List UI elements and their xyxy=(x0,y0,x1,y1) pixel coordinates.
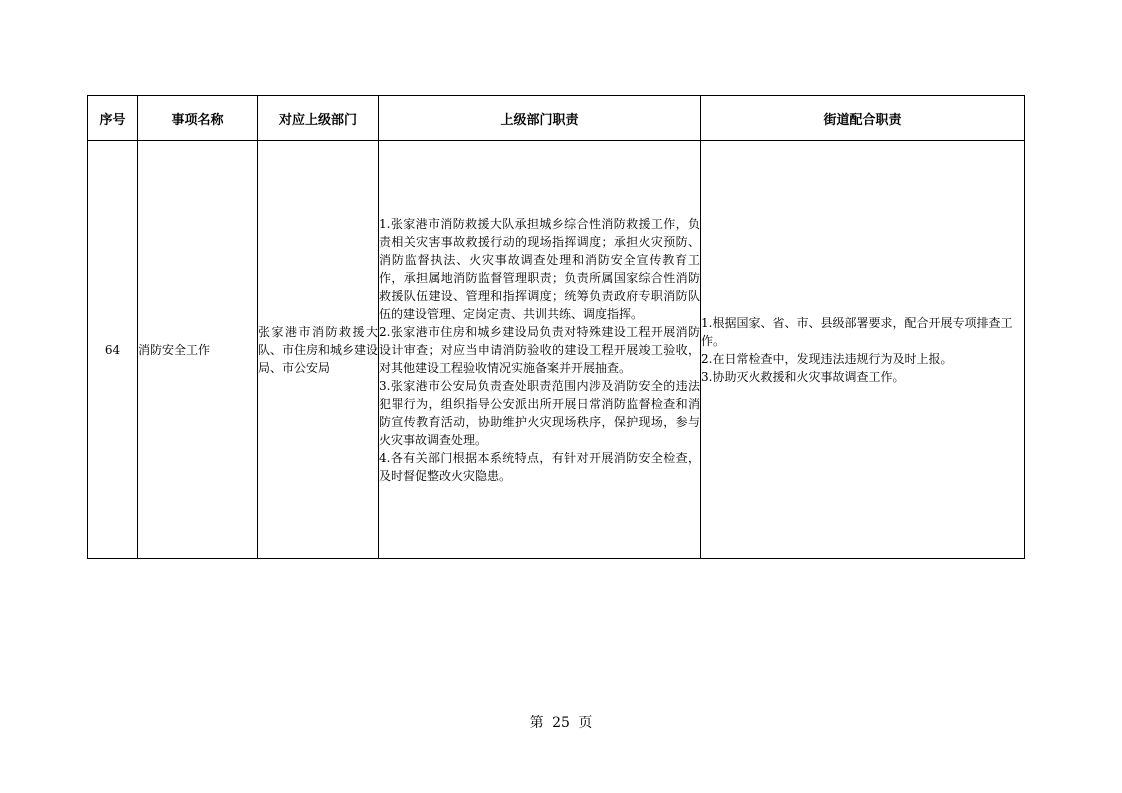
responsibility-table xyxy=(87,95,1025,559)
page-number-prefix: 第 xyxy=(529,715,544,731)
cell-street-cooperation xyxy=(701,141,1025,559)
cell-superior-duties xyxy=(379,141,701,559)
header-superior-duties: 上级部门职责 xyxy=(379,96,701,141)
table-header-row xyxy=(88,96,1025,141)
duty-paragraph: 3.张家港市公安局负责查处职责范围内涉及消防安全的违法犯罪行为，组织指导公安派出所开展日常消防监督检查和消防宣传教育活动，协助维护火灾现场秩序，保护现场，参与火灾事故调查处理。 xyxy=(379,378,700,447)
header-street-cooperation: 街道配合职责 xyxy=(701,96,1025,141)
page-number-suffix: 页 xyxy=(578,715,593,731)
header-number: 序号 xyxy=(88,96,138,141)
duty-paragraph: 4.各有关部门根据本系统特点，有针对开展消防安全检查，及时督促整改火灾隐患。 xyxy=(379,450,700,483)
coop-paragraph: 3.协助灭火救援和火灾事故调查工作。 xyxy=(701,369,905,384)
header-superior-department: 对应上级部门 xyxy=(258,96,379,141)
cell-superior-department: 张家港市消防救援大队、市住房和城乡建设局、市公安局 xyxy=(258,141,379,559)
duty-paragraph: 2.张家港市住房和城乡建设局负责对特殊建设工程开展消防设计审查；对应当申请消防验收的建设工程开展竣工验收，对其他建设工程验收情况实施备案并开展抽查。 xyxy=(379,324,700,375)
cell-item-name: 消防安全工作 xyxy=(138,141,258,559)
coop-paragraph: 2.在日常检查中，发现违法违规行为及时上报。 xyxy=(701,351,953,366)
header-item-name: 事项名称 xyxy=(138,96,258,141)
page-number: 25 xyxy=(552,715,570,731)
duty-paragraph: 1.张家港市消防救援大队承担城乡综合性消防救援工作，负责相关灾害事故救援行动的现场指挥调度；承担火灾预防、消防监督执法、火灾事故调查处理和消防安全宣传教育工作，承担属地消防监督管理职责；负责所属国家综合性消防救援队伍建设、管理和指挥调度；统筹负责政府专职消防队伍的建设管理、定岗定责、共训共练、调度指挥。 xyxy=(379,216,700,321)
cell-number: 64 xyxy=(88,141,138,559)
page-footer xyxy=(0,712,1122,732)
coop-paragraph: 1.根据国家、省、市、县级部署要求，配合开展专项排查工作。 xyxy=(701,315,1013,348)
table-row xyxy=(88,141,1025,559)
